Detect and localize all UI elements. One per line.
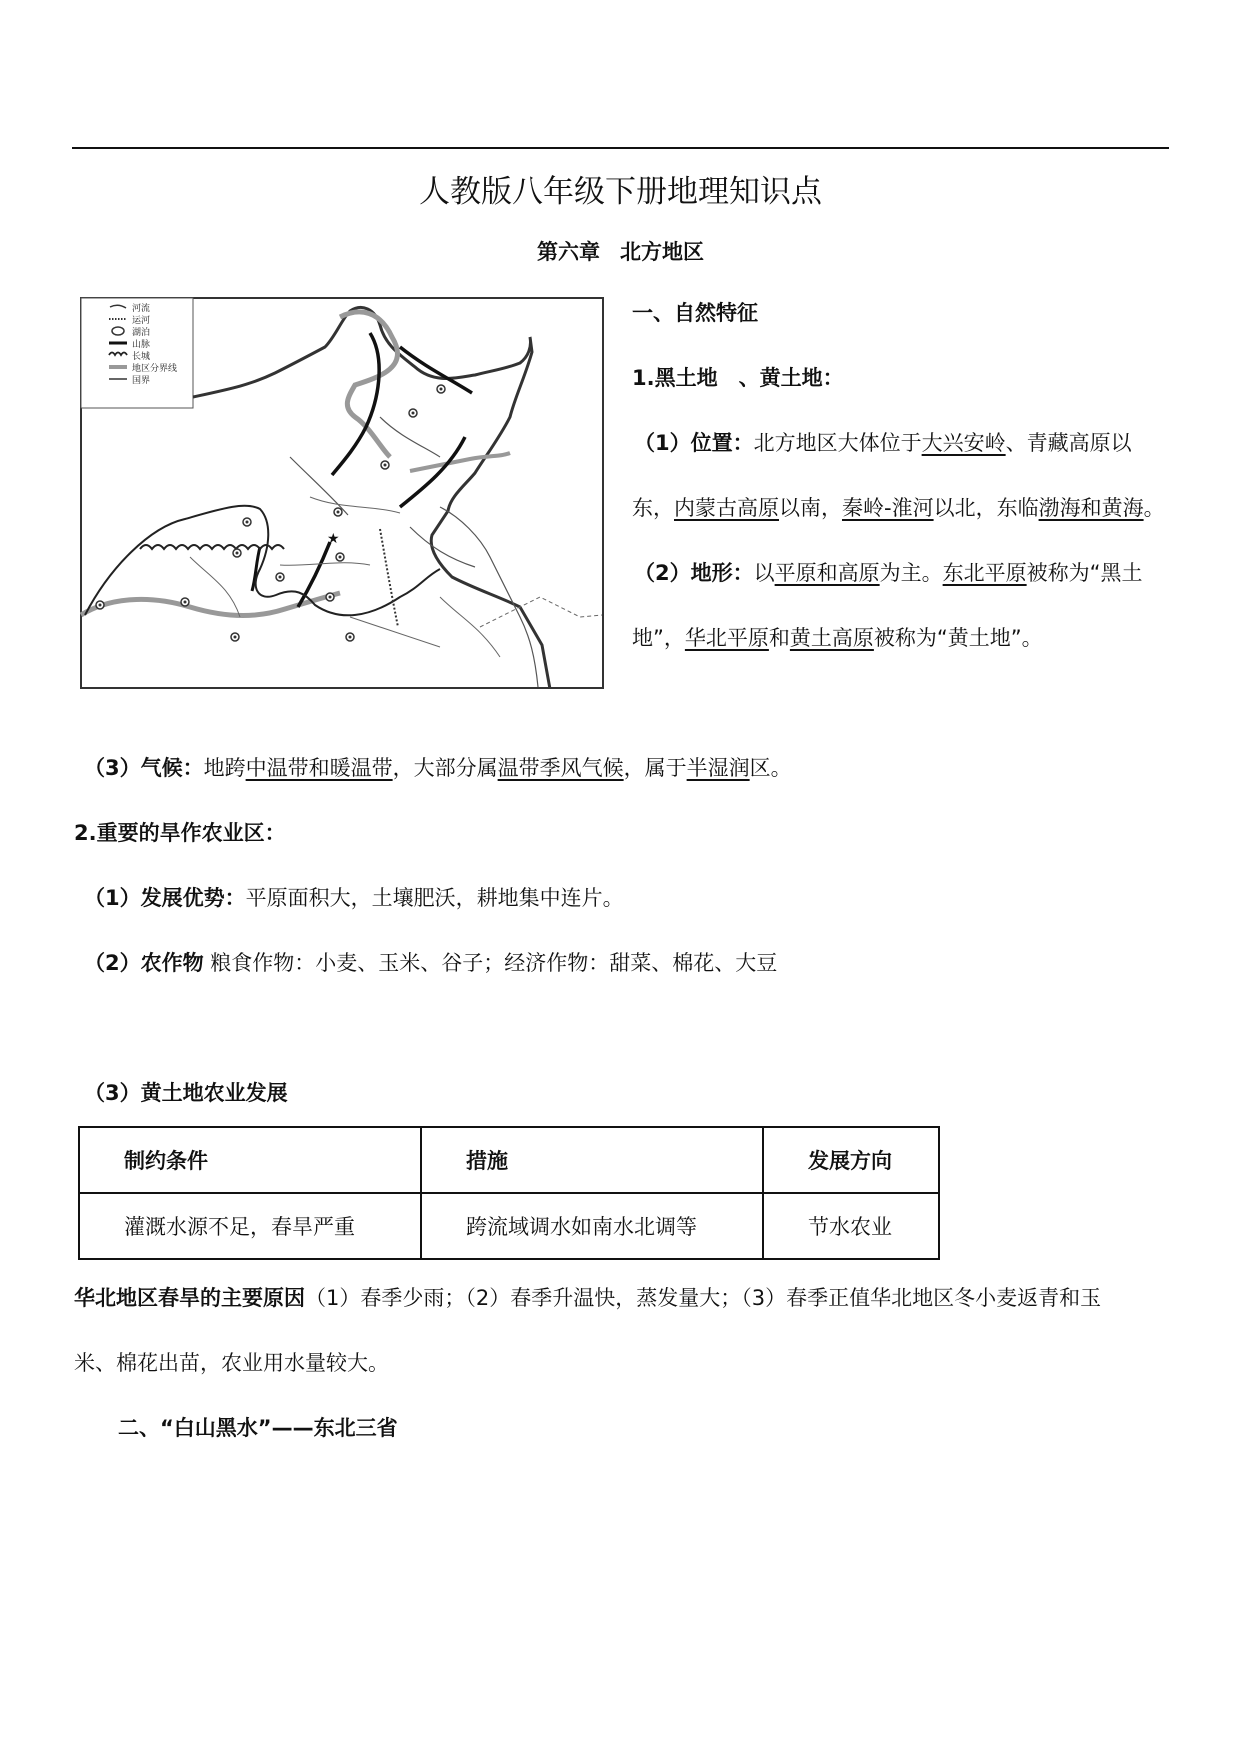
- keyword-bohai-yellow-sea: 渤海和黄海: [1038, 496, 1144, 520]
- keyword-semi-humid: 半湿润: [686, 756, 750, 780]
- table-header-cell: 制约条件: [79, 1127, 421, 1193]
- dry-farming-heading: 2.重要的旱作农业区：: [74, 821, 286, 845]
- terrain-line-1: [634, 558, 1143, 588]
- legend-region-boundary: 地区分界线: [132, 364, 178, 374]
- table-cell: 节水农业: [763, 1193, 939, 1259]
- chapter-number: 第六章: [537, 240, 600, 264]
- keyword-inner-mongolia-plateau: 内蒙古高原: [674, 496, 779, 520]
- keyword-north-china-plain: 华北平原: [684, 626, 769, 650]
- location-text: 以南，: [779, 496, 842, 520]
- location-text: 北方地区大体位于: [753, 431, 922, 455]
- advantages-text: 平原面积大，土壤肥沃，耕地集中连片。: [245, 886, 624, 910]
- legend-great-wall: 长城: [132, 352, 151, 362]
- crops-text: 粮食作物：小麦、玉米、谷子；经济作物：甜菜、棉花、大豆: [203, 951, 778, 975]
- terrain-text: 被称为“黄土地”。: [873, 626, 1043, 650]
- terrain-text: 地”，: [632, 626, 685, 650]
- crops-line: [84, 948, 777, 978]
- location-line-2: [632, 493, 1165, 523]
- spring-drought-text: （1）春季少雨；（2）春季升温快，蒸发量大；（3）春季正值华北地区冬小麦返青和玉: [305, 1286, 1102, 1310]
- keyword-northeast-plain: 东北平原: [942, 561, 1027, 585]
- table-header-cell: 发展方向: [763, 1127, 939, 1193]
- location-line-1: [634, 428, 1132, 458]
- legend-mountain: 山脉: [132, 340, 151, 350]
- keyword-da-hinggan: 大兴安岭: [921, 431, 1006, 455]
- northeast-section-heading: 二、“白山黑水”——东北三省: [118, 1416, 398, 1440]
- table-header-row: [79, 1127, 939, 1193]
- climate-text: 区。: [749, 756, 792, 780]
- keyword-plains-plateaus: 平原和高原: [774, 561, 880, 585]
- terrain-text: 以: [753, 561, 775, 585]
- map-legend: [81, 298, 193, 408]
- table-header-cell: 措施: [421, 1127, 763, 1193]
- spring-drought-line-1: [74, 1283, 1101, 1313]
- keyword-temperate-zones: 中温带和暖温带: [245, 756, 393, 780]
- legend-river: 河流: [132, 304, 151, 314]
- advantages-label: （1）发展优势：: [84, 886, 246, 910]
- legend-canal: 运河: [132, 316, 151, 326]
- climate-text: ，属于: [623, 756, 687, 780]
- climate-line: [84, 753, 792, 783]
- terrain-text: 被称为“黑土: [1026, 561, 1143, 585]
- climate-label: （3）气候：: [84, 756, 204, 780]
- page-title: 人教版八年级下册地理知识点: [419, 174, 822, 210]
- chapter-name: 北方地区: [620, 240, 704, 264]
- northern-region-map: [80, 297, 604, 689]
- loess-agriculture-heading: （3）黄土地农业发展: [84, 1081, 288, 1105]
- location-text: 以北，东临: [933, 496, 1039, 520]
- terrain-label: （2）地形：: [634, 561, 754, 585]
- table-row: [79, 1193, 939, 1259]
- header-rule: [72, 147, 1169, 149]
- keyword-qinling-huaihe: 秦岭-淮河: [842, 496, 934, 520]
- location-text: 。: [1143, 496, 1165, 520]
- chapter-heading: [0, 236, 1241, 266]
- spring-drought-label: 华北地区春旱的主要原因: [74, 1286, 305, 1310]
- terrain-text: 和: [768, 626, 790, 650]
- climate-text: ，大部分属: [392, 756, 498, 780]
- svg-text:★: ★: [327, 531, 340, 547]
- terrain-text: 为主。: [879, 561, 943, 585]
- location-text: 东，: [632, 496, 674, 520]
- table-cell: 灌溉水源不足，春旱严重: [79, 1193, 421, 1259]
- crops-label: （2）农作物: [84, 951, 204, 975]
- spring-drought-line-2: 米、棉花出苗，农业用水量较大。: [74, 1351, 389, 1375]
- advantages-line: [84, 883, 624, 913]
- keyword-loess-plateau: 黄土高原: [789, 626, 874, 650]
- legend-national-border: 国界: [132, 376, 151, 386]
- section-natural-features-heading: 一、自然特征: [632, 301, 758, 325]
- terrain-line-2: [632, 623, 1043, 653]
- subheading-black-yellow-land: 1.黑土地 、黄土地：: [632, 366, 844, 390]
- legend-lake: 湖泊: [132, 328, 151, 338]
- location-label: （1）位置：: [634, 431, 754, 455]
- loess-agriculture-table: [78, 1126, 940, 1260]
- keyword-temperate-monsoon: 温带季风气候: [497, 756, 624, 780]
- climate-text: 地跨: [203, 756, 246, 780]
- table-cell: 跨流域调水如南水北调等: [421, 1193, 763, 1259]
- location-text: 、青藏高原以: [1005, 431, 1132, 455]
